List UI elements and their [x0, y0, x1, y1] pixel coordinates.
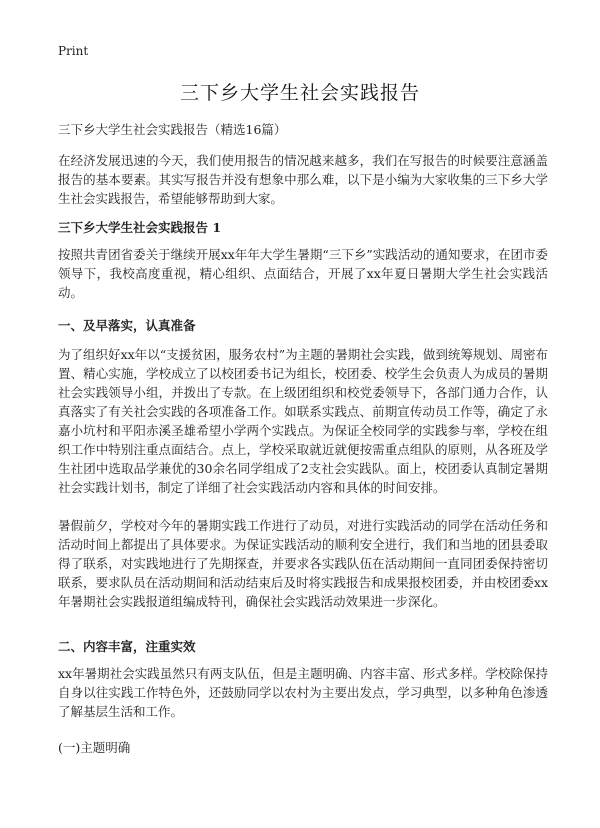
- paragraph-4: [58, 664, 548, 721]
- intro-text: 在经济发展迅速的今天，我们使用报告的情况越来越多，我们在写报告的时候要注意涵盖报告的基本要素。其实写报告并没有想象中那么难，以下是小编为大家收集的三下乡大学生社会实践报告，希望能够帮助到大家。: [58, 153, 548, 206]
- paragraph-4-text: xx年暑期社会实践虽然只有两支队伍，但是主题明确、内容丰富、形式多样。学校除保持自身以往实践工作特色外，还鼓励同学以农村为主要出发点，学习典型，以多种角色渗透了解基层生活和工作。: [58, 666, 548, 719]
- paragraph-2-text: 为了组织好xx年以“支援贫困，服务农村”为主题的暑期社会实践，做到统筹规划、周密布置、精心实施，学校成立了以校团委书记为组长，校团委、校学生会负责人为成员的暑期社会实践领导小组，并拨出了专款。在上级团组织和校党委领导下，各部门通力合作，认真落实了有关社会实践的各项准备工作。如联系实践点、前期宣传动员工作等，确定了永嘉小坑村和平阳赤溪圣雄希望小学两个实践点。为保证全校同学的实践参与率，学校在组织工作中特别注重点面结合。点上，学校采取就近就便按需重点组队的原则，从各班及学生社团中选取品学兼优的30余名同学组成了2支社会实践队。面上，校团委认真制定暑期社会实践计划书，制定了详细了社会实践活动内容和具体的时间安排。: [58, 347, 548, 495]
- paragraph-3: [58, 516, 548, 611]
- section-title: 三下乡大学生社会实践报告 1: [58, 220, 222, 235]
- print-label[interactable]: Print: [58, 44, 89, 58]
- document-subtitle: 三下乡大学生社会实践报告（精选16篇）: [58, 122, 287, 137]
- heading-preparation: 一、及早落实，认真准备: [58, 318, 196, 333]
- paragraph-3-text: 暑假前夕，学校对今年的暑期实践工作进行了动员，对进行实践活动的同学在活动任务和活动时间上都提出了具体要求。为保证实践活动的顺利安全进行，我们和当地的团县委取得了联系，对实践地进行了先期探查，并要求各实践队伍在活动期间一直同团委保持密切联系，要求队员在活动期间和活动结束后及时将实践报告和成果报校团委，并由校团委xx年暑期社会实践报道组编成特刊，确保社会实践活动效果进一步深化。: [58, 518, 548, 609]
- heading-content: 二、内容丰富，注重实效: [58, 639, 196, 654]
- paragraph-1: [58, 245, 548, 302]
- page-title: 三下乡大学生社会实践报告: [179, 82, 420, 104]
- paragraph-1-text: 按照共青团省委关于继续开展xx年年大学生暑期“三下乡”实践活动的通知要求，在团市委领导下，我校高度重视，精心组织、点面结合，开展了xx年夏日暑期大学生社会实践活动。: [58, 247, 548, 300]
- intro-paragraph: [58, 151, 548, 208]
- paragraph-2: [58, 345, 548, 497]
- subheading-theme: (一)主题明确: [58, 740, 131, 755]
